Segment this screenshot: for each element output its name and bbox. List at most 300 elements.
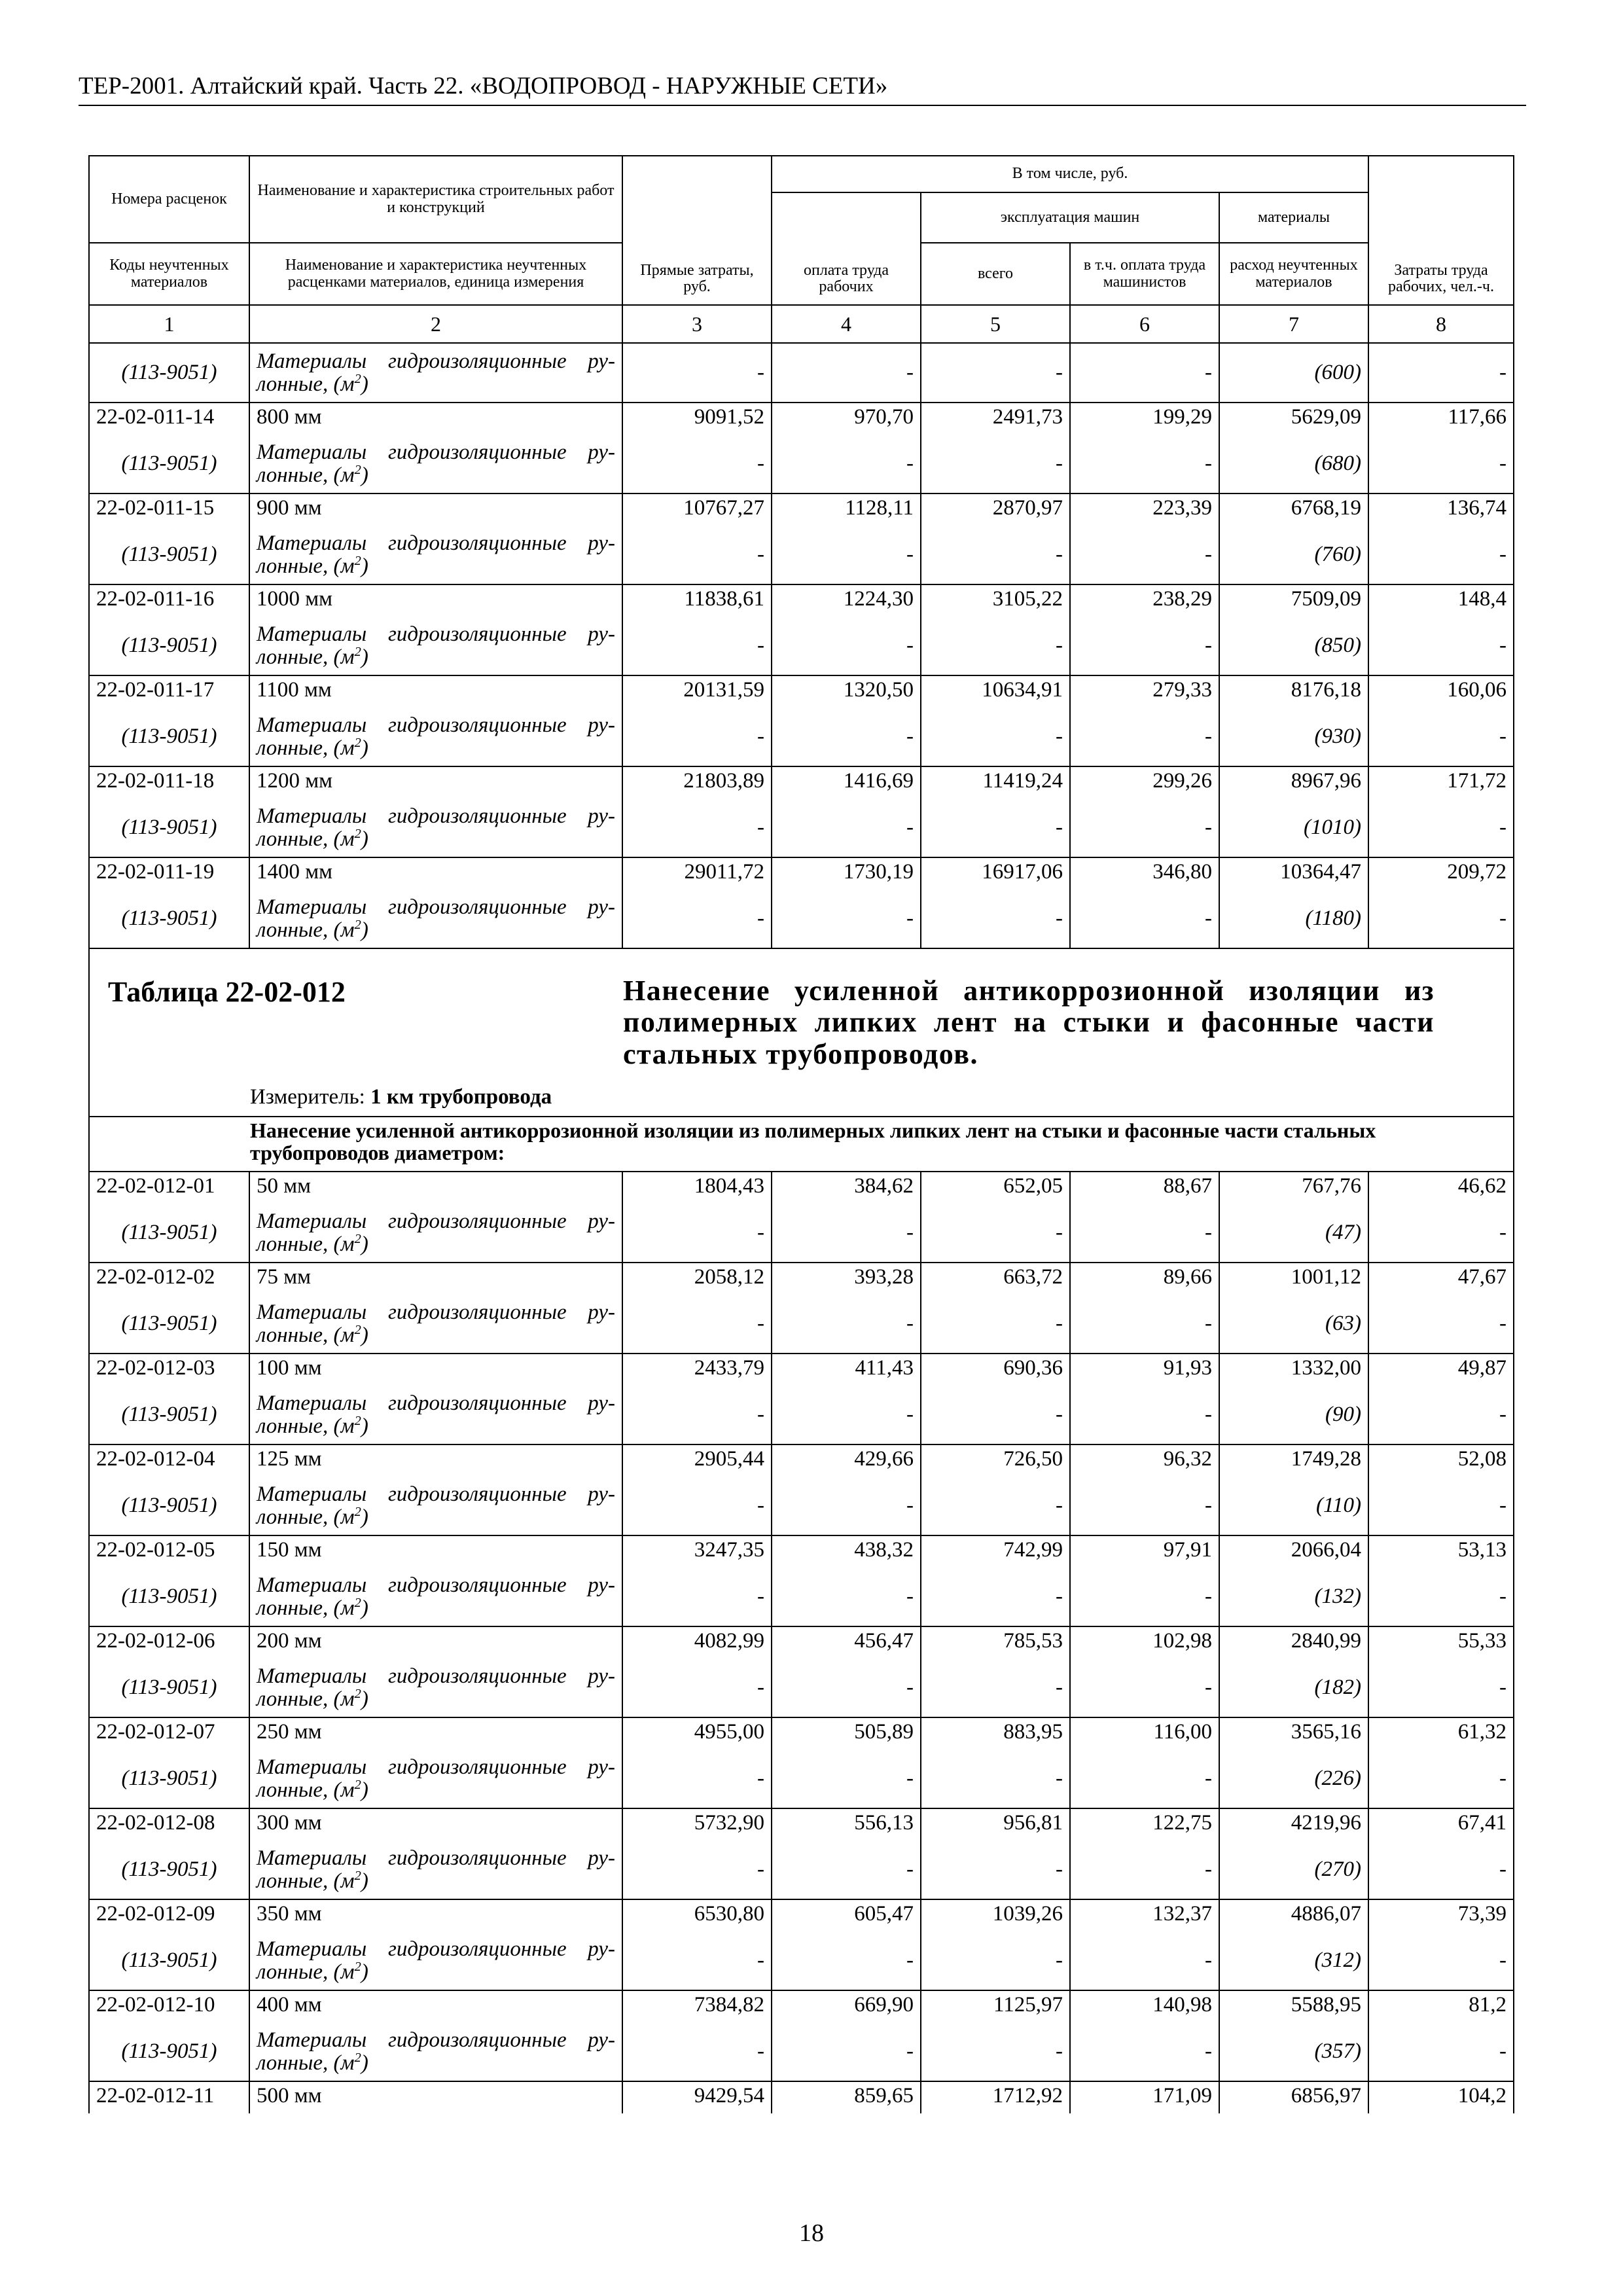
rate-row [89,1626,1514,1659]
material-name-text: Материалы гидроизоляционные ру-лонные, (м [257,440,615,487]
dash-cell: - [921,526,1070,584]
direct-cost: 4955,00 [622,1717,772,1749]
machines-total: 1125,97 [921,1990,1070,2022]
dash-cell: - [772,1659,921,1717]
col-codes-header: Номера расценок [89,156,249,243]
material-consumption: (357) [1219,2022,1368,2081]
dash-cell: - [622,798,772,857]
labor-hours: 148,4 [1368,584,1514,617]
unit-superscript: 2 [354,1595,361,1610]
material-row [89,435,1514,493]
rate-name: 250 мм [249,1717,622,1749]
material-consumption: (182) [1219,1659,1368,1717]
materials-cost: 8176,18 [1219,675,1368,708]
unit-superscript: 2 [354,1868,361,1883]
dash-cell: - [1070,1568,1219,1626]
dash-cell: - [622,435,772,493]
col-unaccounted-header: расход неучтенных материалов [1219,243,1368,305]
material-consumption: (850) [1219,617,1368,675]
rate-code: 22-02-011-19 [89,857,249,889]
unit-superscript: 2 [354,371,361,386]
material-row [89,526,1514,584]
material-name-close: ) [361,2051,368,2075]
dash-cell: - [1070,435,1219,493]
labor-hours: 67,41 [1368,1808,1514,1840]
labor-hours: 209,72 [1368,857,1514,889]
labor-pay: 556,13 [772,1808,921,1840]
material-code: (113-9051) [89,1931,249,1990]
rate-code: 22-02-012-11 [89,2081,249,2113]
labor-hours: 104,2 [1368,2081,1514,2113]
materials-cost: 8967,96 [1219,766,1368,798]
material-row [89,1386,1514,1444]
rate-code: 22-02-011-18 [89,766,249,798]
dash-cell: - [772,1386,921,1444]
material-name-close: ) [361,1960,368,1984]
material-code: (113-9051) [89,1386,249,1444]
direct-cost: 5732,90 [622,1808,772,1840]
column-numbers-row [89,305,1514,343]
material-name [249,1477,622,1535]
labor-pay: 605,47 [772,1899,921,1931]
rate-row [89,1535,1514,1568]
measure-unit-label: Измеритель: [250,1085,365,1109]
rate-row [89,1717,1514,1749]
operators-pay: 199,29 [1070,403,1219,435]
material-name-close: ) [361,1687,368,1711]
materials-cost: 5588,95 [1219,1990,1368,2022]
labor-hours: 117,66 [1368,403,1514,435]
dash-cell: - [772,1568,921,1626]
rate-code: 22-02-012-03 [89,1354,249,1386]
operators-pay: 346,80 [1070,857,1219,889]
material-name-close: ) [361,372,368,396]
document-header: ТЕР-2001. Алтайский край. Часть 22. «ВОДОПРОВОД - НАРУЖНЫЕ СЕТИ» [79,72,1526,106]
machines-total: 690,36 [921,1354,1070,1386]
operators-pay: 140,98 [1070,1990,1219,2022]
materials-cost: 2840,99 [1219,1626,1368,1659]
dash-cell: - [772,1204,921,1263]
table-header [89,156,1514,343]
direct-cost: 2058,12 [622,1263,772,1295]
dash-cell: - [1368,889,1514,948]
dash-cell: - [772,435,921,493]
operators-pay: 91,93 [1070,1354,1219,1386]
labor-hours: 49,87 [1368,1354,1514,1386]
material-name [249,343,622,403]
direct-cost: 20131,59 [622,675,772,708]
col-num: 3 [622,305,772,343]
dash-cell: - [1368,1386,1514,1444]
dash-cell: - [622,1931,772,1990]
materials-cost: 6768,19 [1219,493,1368,526]
dash-cell: - [622,889,772,948]
rate-code: 22-02-012-04 [89,1444,249,1477]
dash-cell: - [1368,526,1514,584]
material-name-close: ) [361,1232,368,1256]
unit-superscript: 2 [354,735,361,750]
dash-cell: - [772,889,921,948]
machines-total: 2870,97 [921,493,1070,526]
direct-cost: 1804,43 [622,1172,772,1204]
rate-name: 900 мм [249,493,622,526]
material-name [249,1386,622,1444]
dash-cell: - [1070,1295,1219,1354]
material-row [89,1295,1514,1354]
dash-cell: - [1368,1295,1514,1354]
material-code: (113-9051) [89,1840,249,1899]
material-name [249,617,622,675]
rate-row [89,1808,1514,1840]
material-name-text: Материалы гидроизоляционные ру-лонные, (м [257,2028,615,2075]
labor-pay: 1730,19 [772,857,921,889]
unit-superscript: 2 [354,917,361,932]
material-name [249,1295,622,1354]
rate-name: 75 мм [249,1263,622,1295]
direct-cost: 7384,82 [622,1990,772,2022]
material-code: (113-9051) [89,1659,249,1717]
dash-cell: - [921,1840,1070,1899]
dash-cell: - [1070,889,1219,948]
dash-cell: - [921,1568,1070,1626]
operators-pay: 116,00 [1070,1717,1219,1749]
dash-cell: - [921,617,1070,675]
material-name-text: Материалы гидроизоляционные ру-лонные, (м [257,804,615,851]
material-name-text: Материалы гидроизоляционные ру-лонные, (м [257,1482,615,1529]
direct-cost: 2905,44 [622,1444,772,1477]
unit-superscript: 2 [354,1322,361,1337]
machines-total: 785,53 [921,1626,1070,1659]
material-name-text: Материалы гидроизоляционные ру-лонные, (м [257,349,615,396]
price-table [88,155,1514,2113]
material-name [249,435,622,493]
materials-cost: 4219,96 [1219,1808,1368,1840]
material-name [249,1931,622,1990]
materials-cost: 1001,12 [1219,1263,1368,1295]
dash-cell: - [622,1568,772,1626]
dash-cell: - [921,343,1070,403]
material-consumption: (110) [1219,1477,1368,1535]
rate-code: 22-02-012-10 [89,1990,249,2022]
material-consumption: (90) [1219,1386,1368,1444]
material-row [89,1659,1514,1717]
dash-cell: - [622,526,772,584]
unit-superscript: 2 [354,1231,361,1246]
col-num: 8 [1368,305,1514,343]
material-code: (113-9051) [89,526,249,584]
rate-code: 22-02-012-07 [89,1717,249,1749]
rate-code: 22-02-012-09 [89,1899,249,1931]
labor-hours: 46,62 [1368,1172,1514,1204]
incl-header: В том числе, руб. [772,156,1368,192]
material-code: (113-9051) [89,1568,249,1626]
dash-cell: - [622,1840,772,1899]
material-consumption: (680) [1219,435,1368,493]
material-row [89,1477,1514,1535]
material-name [249,1568,622,1626]
materials-cost: 767,76 [1219,1172,1368,1204]
unit-superscript: 2 [354,1959,361,1974]
labor-pay: 1320,50 [772,675,921,708]
unit-superscript: 2 [354,1504,361,1519]
dash-cell: - [772,1931,921,1990]
material-name-text: Материалы гидроизоляционные ру-лонные, (м [257,1846,615,1893]
dash-cell: - [622,2022,772,2081]
material-code: (113-9051) [89,617,249,675]
dash-cell: - [622,1477,772,1535]
material-name-close: ) [361,736,368,760]
dash-cell: - [1368,1659,1514,1717]
material-name-text: Материалы гидроизоляционные ру-лонные, (м [257,1937,615,1984]
unit-superscript: 2 [354,1777,361,1792]
direct-cost: 2433,79 [622,1354,772,1386]
material-consumption: (47) [1219,1204,1368,1263]
rate-row [89,675,1514,708]
material-name-text: Материалы гидроизоляционные ру-лонные, (м [257,1391,615,1438]
material-name-text: Материалы гидроизоляционные ру-лонные, (м [257,1573,615,1620]
material-code: (113-9051) [89,798,249,857]
dash-cell: - [1070,343,1219,403]
col-labor-header: оплата труда рабочих [772,192,921,305]
unit-superscript: 2 [354,644,361,659]
dash-cell: - [921,2022,1070,2081]
material-consumption: (63) [1219,1295,1368,1354]
materials-cost: 2066,04 [1219,1535,1368,1568]
dash-cell: - [772,1749,921,1808]
rate-name: 1200 мм [249,766,622,798]
labor-hours: 136,74 [1368,493,1514,526]
dash-cell: - [921,1204,1070,1263]
material-row [89,2022,1514,2081]
dash-cell: - [622,1386,772,1444]
dash-cell: - [921,435,1070,493]
col-material-name-header: Наименование и характеристика неучтенных расценками материалов, единица измерения [249,243,622,305]
rate-code: 22-02-012-02 [89,1263,249,1295]
direct-cost: 4082,99 [622,1626,772,1659]
table-title: Нанесение усиленной антикоррозионной изоляции из полимерных липких лент на стыки и фасонные части стальных трубопроводов. [623,975,1435,1070]
rate-name: 200 мм [249,1626,622,1659]
dash-cell: - [1070,708,1219,766]
material-row [89,1840,1514,1899]
col-num: 6 [1070,305,1219,343]
rate-name: 1100 мм [249,675,622,708]
dash-cell: - [921,1295,1070,1354]
machines-total: 1712,92 [921,2081,1070,2113]
machines-total: 956,81 [921,1808,1070,1840]
materials-cost: 1749,28 [1219,1444,1368,1477]
dash-cell: - [1070,1840,1219,1899]
dash-cell: - [1368,1568,1514,1626]
material-name-text: Материалы гидроизоляционные ру-лонные, (м [257,1300,615,1347]
material-consumption: (270) [1219,1840,1368,1899]
dash-cell: - [921,1477,1070,1535]
col-num: 5 [921,305,1070,343]
operators-pay: 97,91 [1070,1535,1219,1568]
dash-cell: - [1070,617,1219,675]
direct-cost: 10767,27 [622,493,772,526]
measure-unit [250,1085,552,1109]
dash-cell: - [772,617,921,675]
material-name-close: ) [361,1778,368,1802]
dash-cell: - [1070,2022,1219,2081]
dash-cell: - [622,343,772,403]
material-name [249,798,622,857]
material-code: (113-9051) [89,435,249,493]
machines-total: 16917,06 [921,857,1070,889]
material-consumption: (132) [1219,1568,1368,1626]
table-body-bottom [89,1172,1514,2113]
materials-header: материалы [1219,192,1368,243]
rate-name: 500 мм [249,2081,622,2113]
col-labor-cost-header: Затраты труда рабочих, чел.-ч. [1368,156,1514,305]
machines-total: 2491,73 [921,403,1070,435]
material-row [89,889,1514,948]
labor-pay: 429,66 [772,1444,921,1477]
material-row [89,798,1514,857]
col-num: 7 [1219,305,1368,343]
dash-cell: - [1368,1204,1514,1263]
dash-cell: - [772,798,921,857]
material-row [89,1749,1514,1808]
material-name-close: ) [361,1323,368,1347]
rate-code: 22-02-011-14 [89,403,249,435]
rate-row [89,857,1514,889]
material-row [89,1204,1514,1263]
material-code: (113-9051) [89,1204,249,1263]
rate-code: 22-02-011-17 [89,675,249,708]
labor-hours: 160,06 [1368,675,1514,708]
material-name-close: ) [361,918,368,942]
dash-cell: - [1368,1840,1514,1899]
dash-cell: - [1368,1749,1514,1808]
rate-row [89,1263,1514,1295]
rate-row [89,2081,1514,2113]
material-name-text: Материалы гидроизоляционные ру-лонные, (м [257,1209,615,1256]
rate-code: 22-02-012-08 [89,1808,249,1840]
machines-total: 10634,91 [921,675,1070,708]
dash-cell: - [1070,526,1219,584]
dash-cell: - [1368,343,1514,403]
material-row [89,708,1514,766]
machines-header: эксплуатация машин [921,192,1219,243]
labor-pay: 456,47 [772,1626,921,1659]
material-row [89,343,1514,403]
rate-code: 22-02-011-15 [89,493,249,526]
material-consumption: (760) [1219,526,1368,584]
rate-name: 800 мм [249,403,622,435]
material-name [249,1840,622,1899]
rate-name: 50 мм [249,1172,622,1204]
machines-total: 883,95 [921,1717,1070,1749]
labor-hours: 61,32 [1368,1717,1514,1749]
direct-cost: 3247,35 [622,1535,772,1568]
labor-pay: 1224,30 [772,584,921,617]
rate-row [89,493,1514,526]
dash-cell: - [772,343,921,403]
materials-cost: 3565,16 [1219,1717,1368,1749]
rate-row [89,1899,1514,1931]
page-number: 18 [799,2219,824,2247]
table-number: Таблица 22-02-012 [108,976,346,1008]
material-name [249,1659,622,1717]
materials-cost: 5629,09 [1219,403,1368,435]
dash-cell: - [1368,2022,1514,2081]
dash-cell: - [1070,1931,1219,1990]
machines-total: 3105,22 [921,584,1070,617]
dash-cell: - [1070,1659,1219,1717]
machines-total: 726,50 [921,1444,1070,1477]
materials-cost: 1332,00 [1219,1354,1368,1386]
material-name-text: Материалы гидроизоляционные ру-лонные, (м [257,895,615,942]
material-code: (113-9051) [89,2022,249,2081]
material-consumption: (600) [1219,343,1368,403]
material-name [249,889,622,948]
dash-cell: - [921,798,1070,857]
material-code: (113-9051) [89,1295,249,1354]
rate-row [89,403,1514,435]
rate-code: 22-02-012-05 [89,1535,249,1568]
labor-hours: 171,72 [1368,766,1514,798]
labor-pay: 505,89 [772,1717,921,1749]
material-code: (113-9051) [89,1477,249,1535]
rate-row [89,584,1514,617]
direct-cost: 29011,72 [622,857,772,889]
rate-row [89,1354,1514,1386]
material-code: (113-9051) [89,343,249,403]
dash-cell: - [772,1477,921,1535]
dash-cell: - [1070,1477,1219,1535]
material-name-text: Материалы гидроизоляционные ру-лонные, (м [257,622,615,669]
material-name-text: Материалы гидроизоляционные ру-лонные, (м [257,713,615,760]
labor-pay: 669,90 [772,1990,921,2022]
materials-cost: 6856,97 [1219,2081,1368,2113]
material-name-text: Материалы гидроизоляционные ру-лонные, (м [257,531,615,578]
material-name-close: ) [361,1505,368,1529]
dash-cell: - [622,1749,772,1808]
material-name-close: ) [361,645,368,669]
unit-superscript: 2 [354,1686,361,1701]
dash-cell: - [921,889,1070,948]
operators-pay: 299,26 [1070,766,1219,798]
operators-pay: 238,29 [1070,584,1219,617]
dash-cell: - [1368,617,1514,675]
direct-cost: 11838,61 [622,584,772,617]
dash-cell: - [921,1931,1070,1990]
material-row [89,1931,1514,1990]
dash-cell: - [921,1659,1070,1717]
dash-cell: - [1368,708,1514,766]
rate-name: 1400 мм [249,857,622,889]
material-name-text: Материалы гидроизоляционные ру-лонные, (м [257,1755,615,1802]
rate-name: 125 мм [249,1444,622,1477]
operators-pay: 102,98 [1070,1626,1219,1659]
operators-pay: 88,67 [1070,1172,1219,1204]
labor-hours: 52,08 [1368,1444,1514,1477]
dash-cell: - [1368,798,1514,857]
material-name [249,1204,622,1263]
rate-name: 1000 мм [249,584,622,617]
unit-superscript: 2 [354,2050,361,2065]
materials-cost: 10364,47 [1219,857,1368,889]
labor-hours: 81,2 [1368,1990,1514,2022]
col-unaccounted-codes-header: Коды неучтенных материалов [89,243,249,305]
labor-pay: 384,62 [772,1172,921,1204]
dash-cell: - [1070,1749,1219,1808]
materials-cost: 7509,09 [1219,584,1368,617]
direct-cost: 9091,52 [622,403,772,435]
labor-hours: 47,67 [1368,1263,1514,1295]
dash-cell: - [772,526,921,584]
